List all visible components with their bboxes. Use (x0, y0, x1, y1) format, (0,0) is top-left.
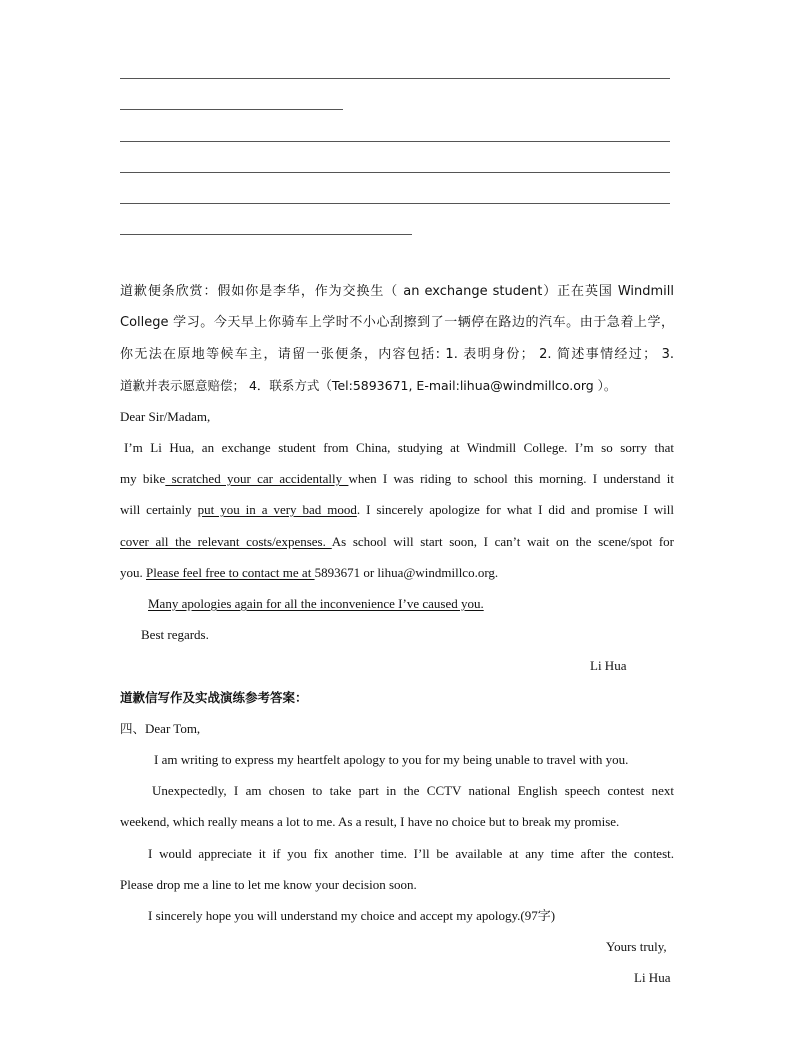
blank-line (120, 109, 343, 110)
note-line (120, 470, 674, 488)
underlined-phrase: scratched your car accidentally (165, 471, 349, 486)
answer-line: Unexpectedly, I am chosen to take part in the CCTV national English speech contest next (152, 783, 674, 798)
text-span: you. (120, 565, 146, 580)
blank-line (120, 234, 412, 235)
answer-line: I would appreciate it if you fix another time. I’ll be available at any time after the contest. (148, 846, 674, 861)
text-span: Dear Tom, (145, 721, 201, 736)
text-span: will certainly (120, 502, 198, 517)
prompt-line: 道歉并表示愿意赔偿； 4．联系方式（Tel:5893671, E-mail:lihua@windmillco.org ）。 (120, 378, 617, 393)
prompt-line: 道歉便条欣赏：假如你是李华，作为交换生（ an exchange student）正在英国 Windmill (120, 284, 674, 299)
answer-closing: Yours truly, (606, 939, 667, 954)
blank-line (120, 203, 670, 204)
prompt-line: College 学习。今天早上你骑车上学时不小心刮擦到了一辆停在路边的汽车。由于急着上学， (120, 315, 674, 330)
text-span: As school will start soon, I can’t wait on the scene/spot for (331, 534, 674, 549)
note-line (120, 533, 674, 551)
note-salutation: Dear Sir/Madam, (120, 409, 211, 424)
blank-line (120, 141, 670, 142)
note-line (120, 501, 674, 519)
answer-paragraph: I am writing to express my heartfelt apology to you for my being unable to travel with you. (154, 752, 629, 767)
blank-line (120, 172, 670, 173)
answer-signature: Li Hua (634, 970, 671, 985)
note-closing: Best regards. (141, 627, 209, 642)
underlined-phrase: Please feel free to contact me at (146, 565, 315, 580)
underlined-phrase: put you in a very bad mood (197, 502, 357, 517)
prompt-line: 你无法在原地等候车主，请留一张便条，内容包括: 1. 表明身份； 2. 简述事情经过； 3. (120, 347, 674, 362)
text-span: my bike (120, 471, 166, 486)
answer-line: weekend, which really means a lot to me. As a result, I have no choice but to break my promise. (120, 814, 620, 829)
text-span: 5893671 or lihua@windmillco.org. (314, 565, 499, 580)
blank-line (120, 78, 670, 79)
answer-paragraph: I sincerely hope you will understand my choice and accept my apology.(97字) (148, 908, 556, 923)
note-paragraph: Many apologies again for all the inconvenience I’ve caused you. (148, 596, 484, 611)
item-label: 四、 (120, 721, 146, 736)
underlined-phrase: cover all the relevant costs/expenses. (120, 534, 332, 549)
answer-line: Please drop me a line to let me know your decision soon. (120, 877, 417, 892)
text-span: when I was riding to school this morning. I understand it (348, 471, 675, 486)
answers-heading: 道歉信写作及实战演练参考答案： (120, 690, 308, 705)
answer-salutation (120, 720, 200, 738)
note-signature: Li Hua (590, 658, 627, 673)
note-line (120, 564, 498, 582)
text-span: . I sincerely apologize for what I did and promise I will (356, 502, 675, 517)
note-line: I’m Li Hua, an exchange student from China, studying at Windmill College. I’m so sorry that (124, 440, 674, 455)
